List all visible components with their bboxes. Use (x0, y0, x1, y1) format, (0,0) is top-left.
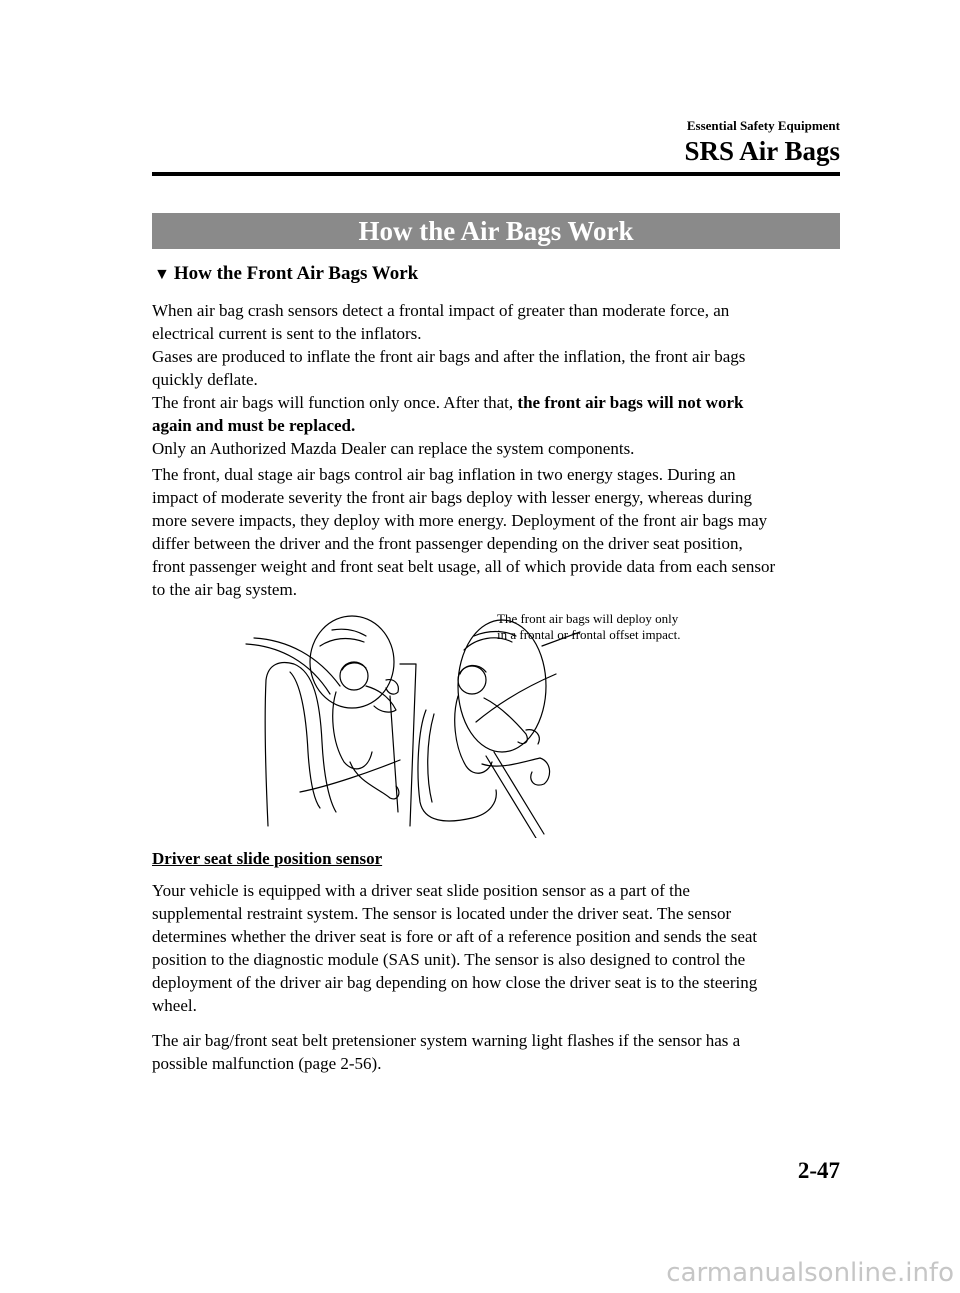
caption-line: The front air bags will deploy only (497, 611, 679, 626)
text-line: The front, dual stage air bags control air bag inflation in two energy stages. During an (152, 465, 736, 484)
paragraph-front-airbags (152, 299, 842, 460)
text-line: Gases are produced to inflate the front air bags and after the inflation, the front air bags (152, 347, 746, 366)
driver-arm (484, 698, 527, 744)
paragraph-dual-stage (152, 463, 842, 601)
text-line: electrical current is sent to the inflators. (152, 324, 422, 343)
page-number: 2-47 (797, 1158, 840, 1183)
center-console (400, 664, 416, 826)
text-line: wheel. (152, 996, 197, 1015)
text-line: Only an Authorized Mazda Dealer can replace the system components. (152, 439, 635, 458)
windshield-line-right (476, 674, 556, 722)
passenger-hair (342, 663, 366, 670)
driver-hand (526, 730, 539, 744)
dashboard-line (300, 760, 400, 792)
paragraph-seat-sensor (152, 879, 842, 1017)
text-span: The front air bags will function only once. After that, (152, 393, 518, 412)
passenger-arm (366, 686, 396, 712)
bold-warning: the front air bags will not work (517, 393, 744, 412)
section-title: SRS Air Bags (684, 136, 840, 166)
text-line: When air bag crash sensors detect a frontal impact of greater than moderate force, an (152, 301, 730, 320)
chapter-title: Essential Safety Equipment (686, 118, 840, 133)
text-line: to the air bag system. (152, 580, 297, 599)
windshield-line-left (246, 644, 330, 694)
steering-column-2 (494, 752, 544, 834)
caption-line: in a frontal or frontal offset impact. (497, 627, 681, 642)
steering-column (486, 756, 536, 838)
text-line: position to the diagnostic module (SAS unit). The sensor is also designed to control the (152, 950, 746, 969)
airbag-fold (320, 639, 364, 646)
header-rule (152, 172, 840, 176)
text-line: impact of moderate severity the front air bags deploy with lesser energy, whereas during (152, 488, 752, 507)
text-line: deployment of the driver air bag depending on how close the driver seat is to the steering (152, 973, 758, 992)
text-line: supplemental restraint system. The sensor is located under the driver seat. The sensor (152, 904, 732, 923)
bold-warning: again and must be replaced. (152, 416, 356, 435)
watermark: carmanualsonline.info (666, 1258, 954, 1288)
text-line: quickly deflate. (152, 370, 258, 389)
figure-caption (497, 611, 681, 643)
driver-seat-back (418, 710, 496, 821)
windshield-line-left-2 (254, 638, 340, 686)
airbag-fold (332, 629, 366, 636)
text-line: Your vehicle is equipped with a driver seat slide position sensor as a part of the (152, 881, 690, 900)
passenger-torso (333, 692, 372, 769)
door-edge (390, 696, 398, 812)
text-line (152, 391, 842, 414)
subheading-text: How the Front Air Bags Work (173, 263, 419, 284)
paragraph-warning-light (152, 1029, 842, 1075)
driver-seat-edge (428, 714, 434, 802)
text-line: front passenger weight and front seat belt usage, all of which provide data from each sensor (152, 557, 776, 576)
section-heading-bar: How the Air Bags Work (152, 213, 840, 249)
text-line: possible malfunction (page 2-56). (152, 1054, 382, 1073)
text-line: differ between the driver and the front passenger depending on the driver seat position, (152, 534, 743, 553)
sensor-heading: Driver seat slide position sensor (152, 849, 383, 868)
text-line (152, 414, 842, 437)
subheading (154, 263, 418, 285)
text-line: The air bag/front seat belt pretensioner system warning light flashes if the sensor has a (152, 1031, 741, 1050)
passenger-leg (350, 762, 399, 799)
triangle-marker-icon: ▼ (154, 266, 170, 283)
text-line: determines whether the driver seat is fore or aft of a reference position and sends the seat (152, 927, 758, 946)
text-line: more severe impacts, they deploy with more energy. Deployment of the front air bags may (152, 511, 768, 530)
